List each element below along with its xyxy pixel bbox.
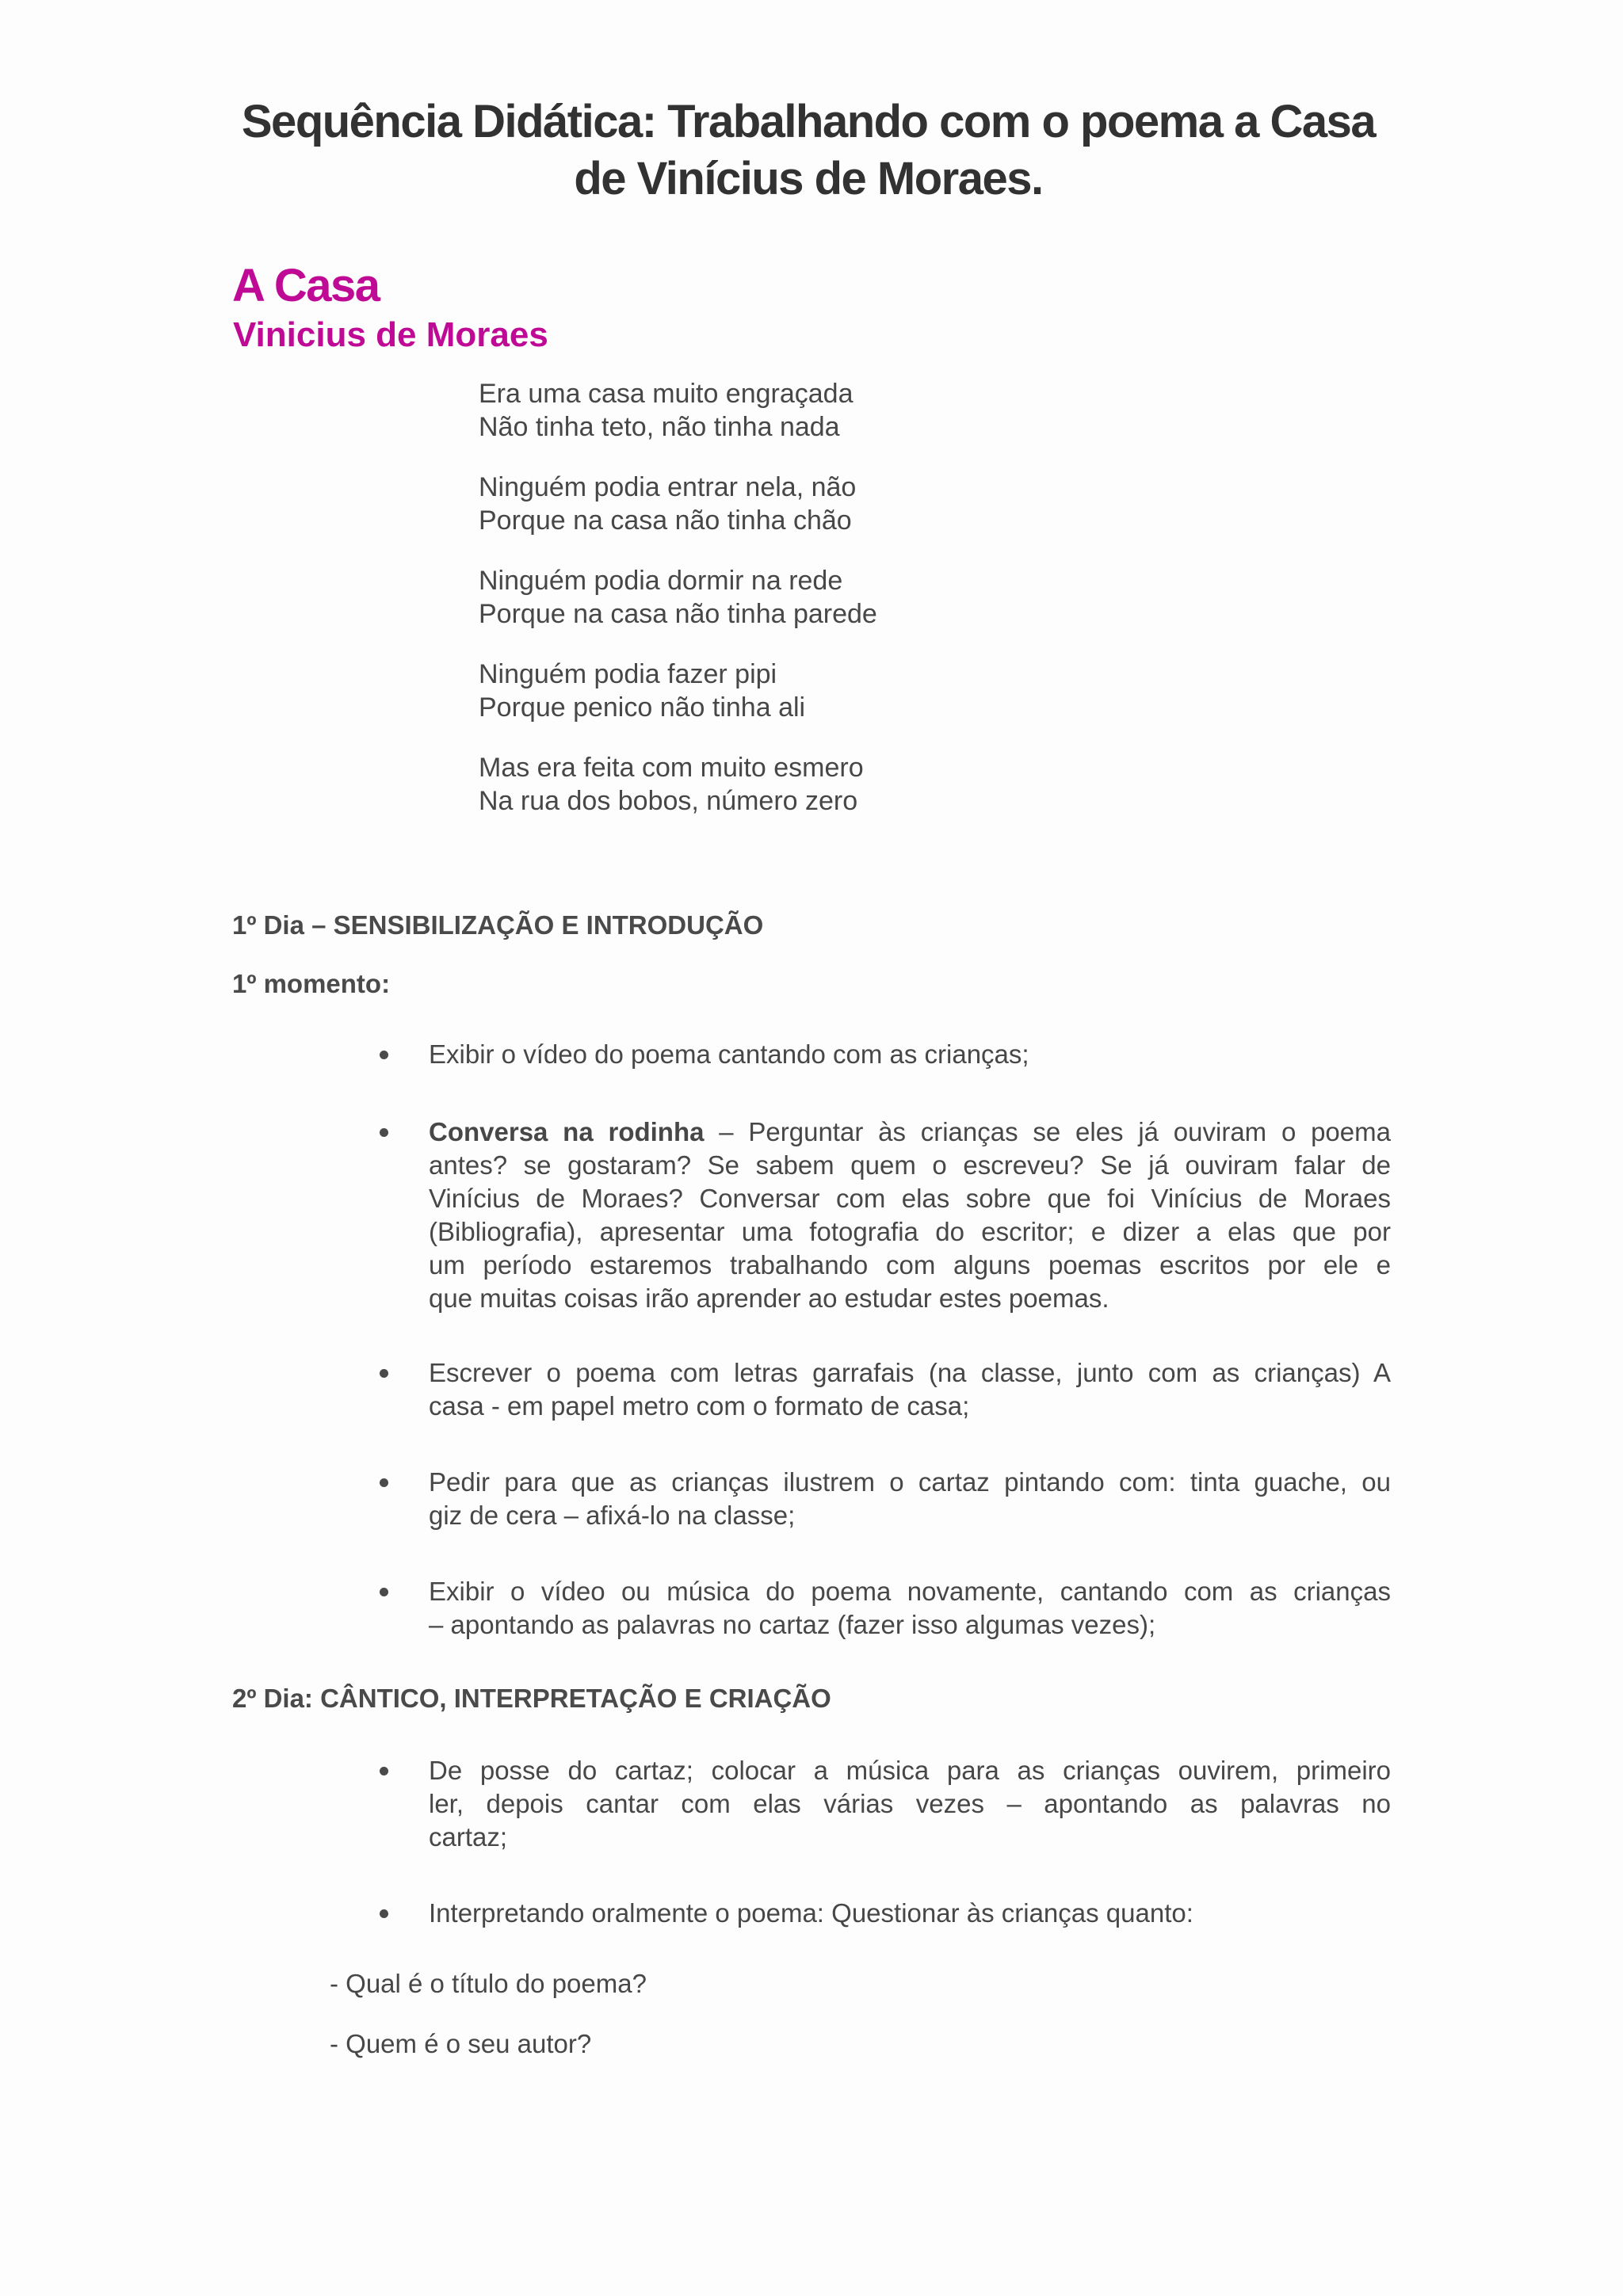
poem-verse: Ninguém podia fazer pipi — [479, 659, 777, 689]
list-item-line: casa - em papel metro com o formato de casa; — [429, 1391, 970, 1421]
poem-title: A Casa — [232, 260, 380, 311]
poem-stanza — [479, 564, 1192, 631]
list-item-line — [429, 1116, 1391, 1149]
poem-verse: Na rua dos bobos, número zero — [479, 786, 858, 816]
list-item-line: que muitas coisas irão aprender ao estudar estes poemas. — [429, 1283, 1109, 1313]
list-item — [429, 1038, 1391, 1071]
list-item-line: (Bibliografia), apresentar uma fotografia do escritor; e dizer a elas que por — [429, 1217, 1391, 1246]
list-item — [429, 1897, 1391, 1930]
bullet-icon — [380, 1767, 388, 1775]
list-item — [429, 1116, 1391, 1315]
list-item-line: um período estaremos trabalhando com alguns poemas escritos por ele e — [429, 1250, 1391, 1280]
bullet-icon — [380, 1909, 388, 1918]
bullet-icon — [380, 1369, 388, 1378]
list-item-text: – Perguntar às crianças se eles já ouviram o poema — [704, 1117, 1391, 1146]
list-item-line: Escrever o poema com letras garrafais (na classe, junto com as crianças) A — [429, 1358, 1391, 1387]
poem-verse: Não tinha teto, não tinha nada — [479, 412, 840, 442]
poem-stanza — [479, 471, 1192, 537]
document-title — [238, 93, 1379, 208]
list-item-line: antes? se gostaram? Se sabem quem o escreveu? Se já ouviram falar de — [429, 1150, 1391, 1180]
day1-moment-heading: 1º momento: — [232, 969, 391, 998]
list-item-line: Exibir o vídeo ou música do poema novamente, cantando com as crianças — [429, 1577, 1391, 1606]
poem-author: Vinicius de Moraes — [233, 315, 548, 354]
poem-verse: Porque na casa não tinha parede — [479, 599, 877, 629]
bullet-icon — [380, 1588, 388, 1596]
list-item-line: Pedir para que as crianças ilustrem o cartaz pintando com: tinta guache, ou — [429, 1467, 1391, 1497]
list-item-line: – apontando as palavras no cartaz (fazer isso algumas vezes); — [429, 1610, 1156, 1639]
poem-verse: Ninguém podia entrar nela, não — [479, 472, 857, 502]
poem-verse: Era uma casa muito engraçada — [479, 379, 854, 409]
day1-heading: 1º Dia – SENSIBILIZAÇÃO E INTRODUÇÃO — [232, 910, 764, 940]
list-item — [429, 1754, 1391, 1854]
poem-verse: Porque na casa não tinha chão — [479, 505, 852, 536]
bullet-icon — [380, 1128, 388, 1137]
list-item-line: ler, depois cantar com elas várias vezes – apontando as palavras no — [429, 1789, 1391, 1818]
bullet-icon — [380, 1051, 388, 1059]
list-item-line: De posse do cartaz; colocar a música para as crianças ouvirem, primeiro — [429, 1756, 1391, 1785]
poem-verse: Ninguém podia dormir na rede — [479, 566, 843, 596]
list-item-text: Interpretando oralmente o poema: Questionar às crianças quanto: — [429, 1898, 1193, 1928]
day2-heading: 2º Dia: CÂNTICO, INTERPRETAÇÃO E CRIAÇÃO — [232, 1684, 831, 1713]
poem-stanza — [479, 658, 1192, 724]
poem-verse: Mas era feita com muito esmero — [479, 753, 864, 783]
poem-stanza — [479, 751, 1192, 818]
poem-body — [479, 377, 1192, 845]
document-title-line: Sequência Didática: Trabalhando com o poema a Casa — [241, 96, 1376, 147]
list-item — [429, 1466, 1391, 1532]
list-item — [429, 1356, 1391, 1423]
poem-stanza — [479, 377, 1192, 444]
list-item-bold-text: Conversa na rodinha — [429, 1117, 705, 1146]
poem-verse: Porque penico não tinha ali — [479, 692, 806, 723]
list-item-text: Exibir o vídeo do poema cantando com as crianças; — [429, 1039, 1029, 1069]
question-item: - Quem é o seu autor? — [330, 2029, 592, 2058]
list-item-line: Vinícius de Moraes? Conversar com elas sobre que foi Vinícius de Moraes — [429, 1184, 1391, 1213]
list-item — [429, 1575, 1391, 1642]
bullet-icon — [380, 1478, 388, 1487]
list-item-line: cartaz; — [429, 1822, 508, 1852]
list-item-line: giz de cera – afixá-lo na classe; — [429, 1501, 796, 1530]
document-title-line: de Vinícius de Moraes. — [574, 153, 1043, 204]
question-item: - Qual é o título do poema? — [330, 1969, 647, 1998]
